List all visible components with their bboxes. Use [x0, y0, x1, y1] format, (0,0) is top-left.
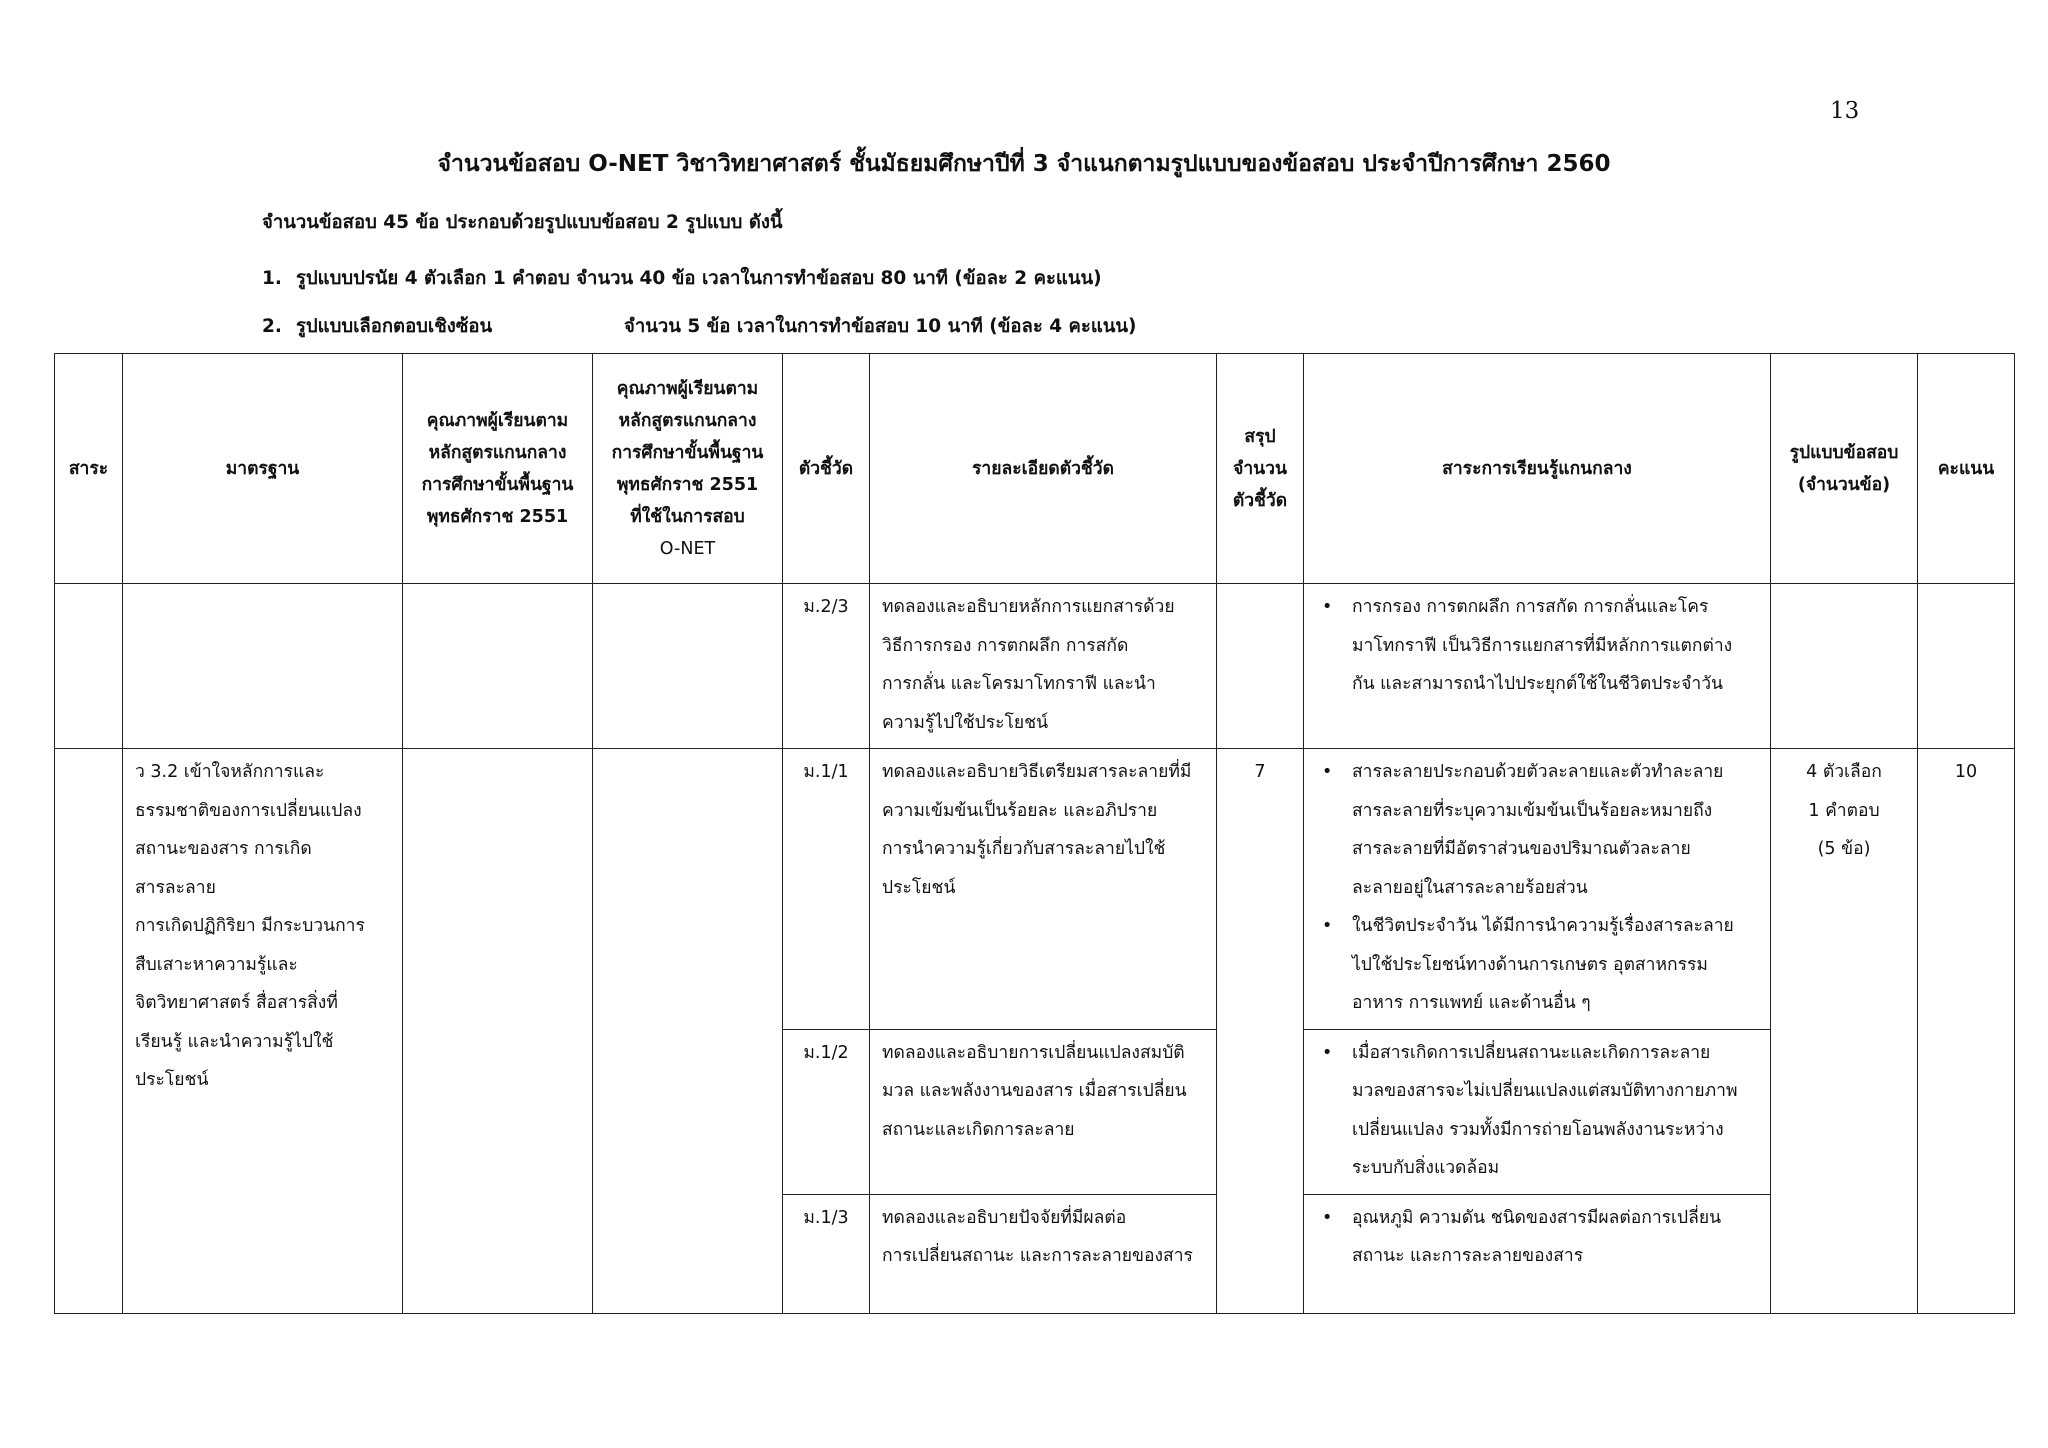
- list-item: [1316, 753, 1758, 907]
- cell-indicator-detail: [870, 584, 1217, 749]
- format-item-2: [262, 312, 1137, 341]
- cell-core-content: [1304, 1029, 1771, 1194]
- text-line: 1 คำตอบ: [1808, 800, 1880, 821]
- bullet-icon: •: [1322, 762, 1333, 782]
- page-title: จำนวนข้อสอบ O-NET วิชาวิทยาศาสตร์ ชั้นมัธยมศึกษาปีที่ 3 จำแนกตามรูปแบบของข้อสอบ ประจำปีการศึกษา 2560: [437, 151, 1611, 177]
- text-line: สถานะและเกิดการละลาย: [882, 1119, 1075, 1140]
- text-line: ทดลองและอธิบายการเปลี่ยนแปลงสมบัติ: [882, 1042, 1185, 1063]
- text-line: กัน และสามารถนำไปประยุกต์ใช้ในชีวิตประจำวัน: [1352, 674, 1723, 694]
- format-name: รูปแบบเลือกตอบเชิงซ้อน: [296, 316, 493, 337]
- cell-quality-2551: [403, 584, 593, 749]
- cell-standard: [123, 749, 403, 1314]
- cell-core-content: [1304, 584, 1771, 749]
- cell-indicator: ม.2/3: [783, 584, 870, 749]
- text-line: ทดลองและอธิบายหลักการแยกสารด้วย: [882, 597, 1175, 617]
- list-item: [1316, 907, 1758, 1023]
- header-line: O-NET: [659, 538, 716, 559]
- header-test-format: [1771, 354, 1918, 584]
- header-line: การศึกษาขั้นพื้นฐาน: [611, 442, 764, 463]
- text-line: ในชีวิตประจำวัน ได้มีการนำความรู้เรื่องสารละลาย: [1352, 916, 1734, 936]
- text-line: การนำความรู้เกี่ยวกับสารละลายไปใช้: [882, 839, 1166, 859]
- cell-quality-onet: [593, 749, 783, 1314]
- text-line: 4 ตัวเลือก: [1806, 762, 1882, 782]
- cell-indicator: ม.1/1: [783, 749, 870, 1030]
- cell-quality-2551: [403, 749, 593, 1314]
- text-line: สถานะ และการละลายของสาร: [1352, 1246, 1584, 1266]
- header-line: คุณภาพผู้เรียนตาม: [616, 378, 759, 399]
- text-line: การเปลี่ยนสถานะ และการละลายของสาร: [882, 1246, 1193, 1266]
- text-line: การกลั่น และโครมาโทกราฟี และนำ: [882, 674, 1156, 694]
- header-line: สรุป: [1244, 426, 1276, 447]
- text-line: สารละลายประกอบด้วยตัวละลายและตัวทำละลาย: [1352, 762, 1724, 782]
- bullet-icon: •: [1322, 916, 1333, 936]
- content-list: [1316, 1034, 1758, 1188]
- cell-test-format: [1771, 749, 1918, 1314]
- cell-indicator-count: 7: [1217, 749, 1304, 1314]
- exam-summary: จำนวนข้อสอบ 45 ข้อ ประกอบด้วยรูปแบบข้อสอบ 2 รูปแบบ ดังนี้: [262, 212, 783, 233]
- header-line: การศึกษาขั้นพื้นฐาน: [421, 474, 574, 495]
- list-item: [1316, 1199, 1758, 1276]
- cell-indicator-count: [1217, 584, 1304, 749]
- format-detail: จำนวน 5 ข้อ เวลาในการทำข้อสอบ 10 นาที (ข้อละ 4 คะแนน): [624, 316, 1137, 337]
- header-indicator-detail: รายละเอียดตัวชี้วัด: [870, 354, 1217, 584]
- text-line: สืบเสาะหาความรู้และ: [135, 954, 298, 975]
- cell-subject: [55, 749, 123, 1314]
- format-text: รูปแบบปรนัย 4 ตัวเลือก 1 คำตอบ จำนวน 40 ข้อ เวลาในการทำข้อสอบ 80 นาที (ข้อละ 2 คะแนน): [296, 268, 1102, 289]
- text-line: ทดลองและอธิบายปัจจัยที่มีผลต่อ: [882, 1207, 1127, 1228]
- text-line: ละลายอยู่ในสารละลายร้อยส่วน: [1352, 877, 1588, 898]
- cell-indicator-detail: [870, 1029, 1217, 1194]
- text-line: อาหาร การแพทย์ และด้านอื่น ๆ: [1352, 993, 1591, 1013]
- cell-indicator: ม.1/3: [783, 1194, 870, 1313]
- header-core-content: สาระการเรียนรู้แกนกลาง: [1304, 354, 1771, 584]
- indicator-table: [54, 353, 2015, 1314]
- text-line: เรียนรู้ และนำความรู้ไปใช้: [135, 1031, 334, 1052]
- header-line: หลักสูตรแกนกลาง: [428, 442, 567, 463]
- text-line: ประโยชน์: [135, 1070, 209, 1090]
- cell-standard: [123, 584, 403, 749]
- cell-quality-onet: [593, 584, 783, 749]
- header-line: ตัวชี้วัด: [1232, 490, 1288, 511]
- text-line: มาโทกราฟี เป็นวิธีการแยกสารที่มีหลักการแตกต่าง: [1352, 635, 1733, 656]
- bullet-icon: •: [1322, 1207, 1333, 1228]
- cell-core-content: [1304, 749, 1771, 1030]
- header-line: ที่ใช้ในการสอบ: [630, 506, 745, 527]
- header-subject: สาระ: [55, 354, 123, 584]
- header-quality-onet: [593, 354, 783, 584]
- text-line: การเกิดปฏิกิริยา มีกระบวนการ: [135, 916, 365, 936]
- header-line: รูปแบบข้อสอบ: [1789, 442, 1899, 463]
- text-line: ความรู้ไปใช้ประโยชน์: [882, 712, 1049, 733]
- format-item-1: [262, 264, 1102, 293]
- text-line: สารละลายที่มีอัตราส่วนของปริมาณตัวละลาย: [1352, 839, 1691, 859]
- text-line: ระบบกับสิ่งแวดล้อม: [1352, 1158, 1500, 1178]
- text-line: ว 3.2 เข้าใจหลักการและ: [135, 762, 325, 782]
- table-header-row: [55, 354, 2015, 584]
- text-line: วิธีการกรอง การตกผลึก การสกัด: [882, 635, 1129, 656]
- header-line: พุทธศักราช 2551: [426, 506, 569, 527]
- header-indicator: ตัวชี้วัด: [783, 354, 870, 584]
- cell-score: 10: [1918, 749, 2015, 1314]
- table-row: [55, 749, 2015, 1030]
- header-line: (จำนวนข้อ): [1797, 474, 1891, 495]
- header-line: หลักสูตรแกนกลาง: [618, 410, 757, 431]
- cell-subject: [55, 584, 123, 749]
- text-line: เมื่อสารเกิดการเปลี่ยนสถานะและเกิดการละลาย: [1352, 1042, 1711, 1063]
- header-line: พุทธศักราช 2551: [616, 474, 759, 495]
- list-item: [1316, 1034, 1758, 1188]
- text-line: สารละลายที่ระบุความเข้มข้นเป็นร้อยละหมายถึง: [1352, 800, 1713, 821]
- text-line: มวลของสารจะไม่เปลี่ยนแปลงแต่สมบัติทางกายภาพ: [1352, 1081, 1738, 1101]
- cell-core-content: [1304, 1194, 1771, 1313]
- cell-indicator: ม.1/2: [783, 1029, 870, 1194]
- cell-test-format: [1771, 584, 1918, 749]
- header-standard: มาตรฐาน: [123, 354, 403, 584]
- text-line: มวล และพลังงานของสาร เมื่อสารเปลี่ยน: [882, 1081, 1187, 1101]
- text-line: อุณหภูมิ ความดัน ชนิดของสารมีผลต่อการเปลี่ยน: [1352, 1207, 1722, 1228]
- cell-score: [1918, 584, 2015, 749]
- bullet-icon: •: [1322, 1042, 1333, 1063]
- format-number: 2.: [262, 316, 282, 337]
- text-line: (5 ข้อ): [1817, 839, 1871, 859]
- text-line: ทดลองและอธิบายวิธีเตรียมสารละลายที่มี: [882, 762, 1192, 782]
- content-list: [1316, 588, 1758, 704]
- cell-indicator-detail: [870, 749, 1217, 1030]
- table-row: [55, 584, 2015, 749]
- cell-indicator-detail: [870, 1194, 1217, 1313]
- text-line: ธรรมชาติของการเปลี่ยนแปลง: [135, 800, 362, 821]
- list-item: [1316, 588, 1758, 704]
- text-line: ไปใช้ประโยชน์ทางด้านการเกษตร อุตสาหกรรม: [1352, 954, 1708, 975]
- format-number: 1.: [262, 268, 282, 289]
- text-line: การกรอง การตกผลึก การสกัด การกลั่นและโคร: [1352, 597, 1709, 617]
- content-list: [1316, 753, 1758, 1023]
- text-line: ประโยชน์: [882, 877, 956, 898]
- header-indicator-count: [1217, 354, 1304, 584]
- page-number: 13: [1830, 98, 1860, 124]
- text-line: จิตวิทยาศาสตร์ สื่อสารสิ่งที่: [135, 993, 338, 1013]
- header-score: คะแนน: [1918, 354, 2015, 584]
- header-quality-2551: [403, 354, 593, 584]
- text-line: เปลี่ยนแปลง รวมทั้งมีการถ่ายโอนพลังงานระหว่าง: [1352, 1119, 1724, 1140]
- header-line: จำนวน: [1233, 458, 1287, 479]
- content-list: [1316, 1199, 1758, 1276]
- text-line: ความเข้มข้นเป็นร้อยละ และอภิปราย: [882, 800, 1158, 821]
- header-line: คุณภาพผู้เรียนตาม: [426, 410, 569, 431]
- bullet-icon: •: [1322, 597, 1333, 617]
- text-line: สถานะของสาร การเกิดสารละลาย: [135, 839, 312, 898]
